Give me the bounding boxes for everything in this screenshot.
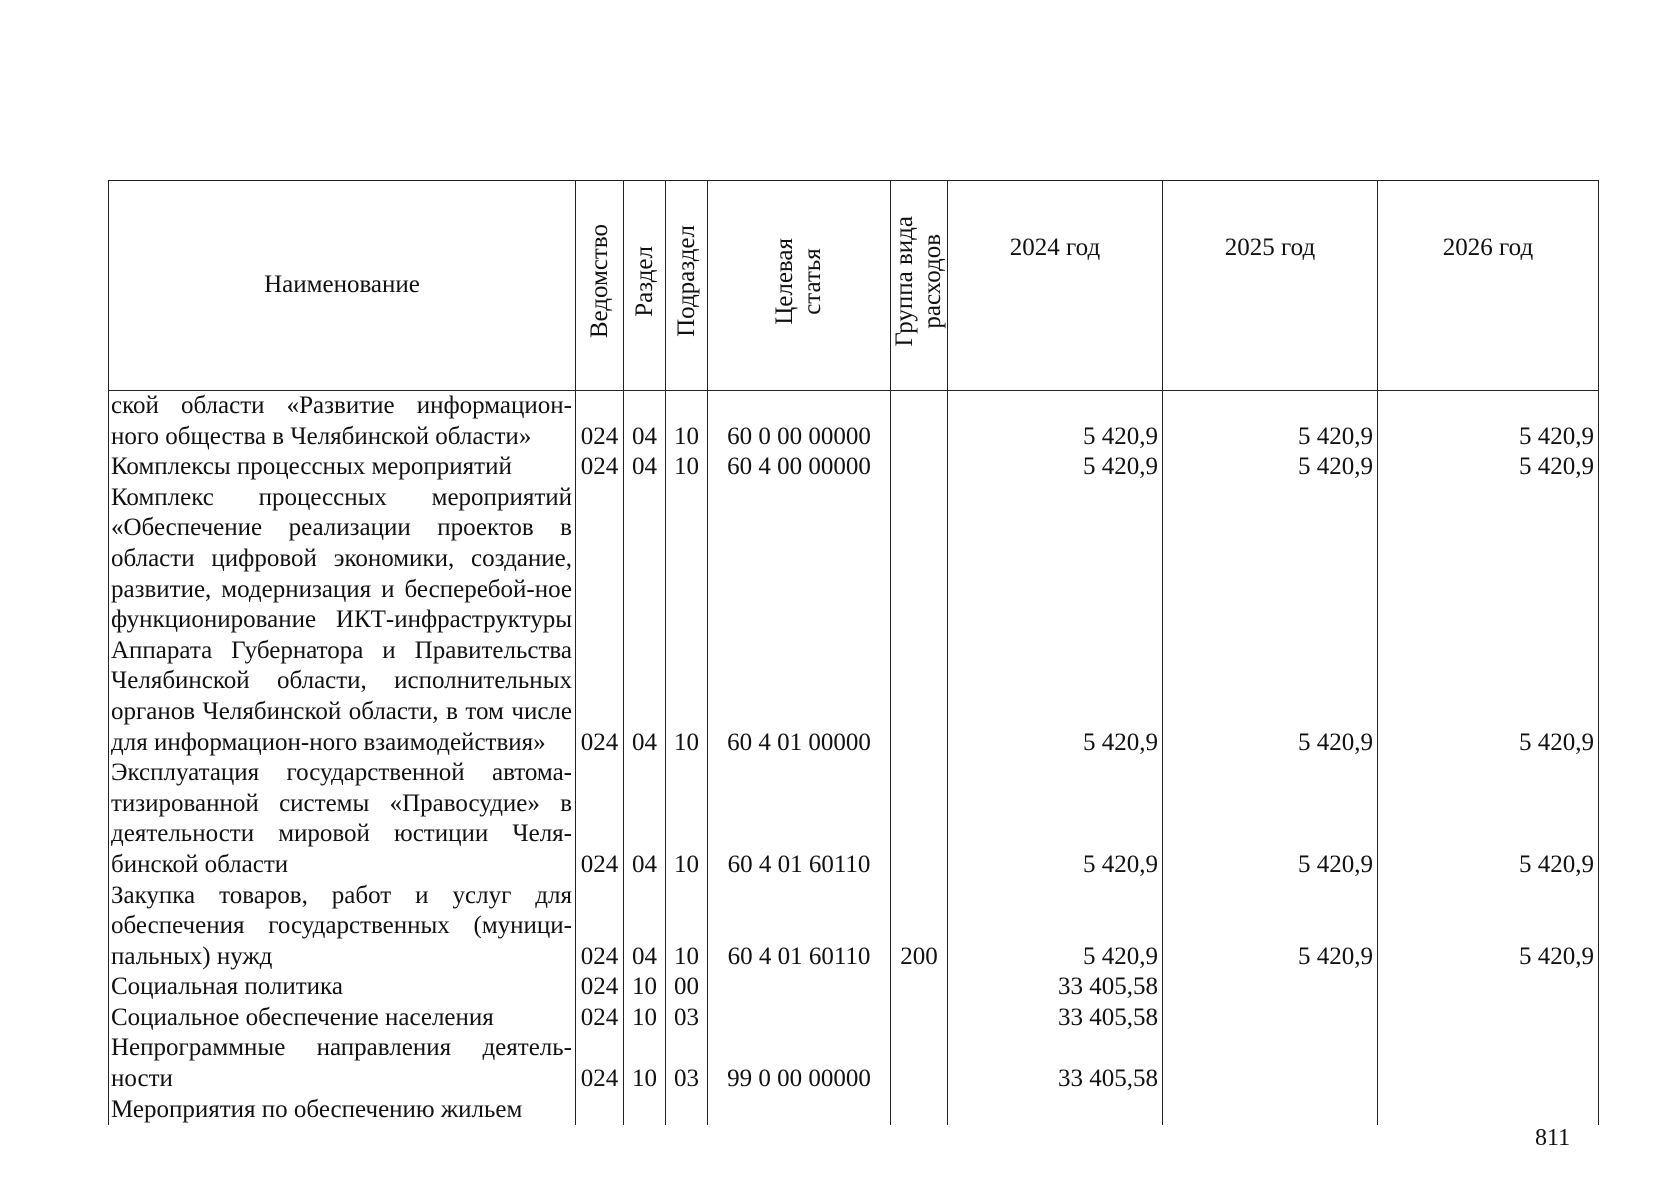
header-vedomstvo-label: Ведомство	[585, 224, 613, 339]
row-value-2026: 5 420,9	[1378, 881, 1599, 973]
row-vedomstvo: 024	[576, 452, 624, 483]
row-value-2026	[1378, 972, 1599, 1003]
header-celevaya-statya-label	[771, 238, 827, 325]
row-razdel: 04	[624, 758, 666, 880]
row-value-2026	[1378, 1003, 1599, 1034]
row-vedomstvo: 024	[576, 1003, 624, 1034]
header-razdel-label: Раздел	[630, 245, 658, 317]
row-value-2025	[1163, 1033, 1378, 1094]
header-celevaya-line2: статья	[799, 247, 826, 315]
table-row	[109, 391, 1599, 453]
table-row	[109, 881, 1599, 973]
header-razdel	[624, 181, 666, 391]
row-podrazdel: 10	[666, 483, 708, 758]
table-row	[109, 1003, 1599, 1034]
row-value-2026	[1378, 1095, 1599, 1126]
row-value-2026: 5 420,9	[1378, 483, 1599, 758]
row-value-2024: 5 420,9	[948, 391, 1163, 453]
row-gruppa-vida	[891, 1003, 948, 1034]
header-2025: 2025 год	[1163, 181, 1378, 391]
header-gruppa-line1: Группа вида	[891, 215, 918, 347]
row-razdel: 10	[624, 972, 666, 1003]
row-razdel: 10	[624, 1033, 666, 1094]
row-razdel: 10	[624, 1003, 666, 1034]
header-celevaya-line1: Целевая	[771, 237, 798, 325]
row-value-2026: 5 420,9	[1378, 391, 1599, 453]
row-value-2024: 5 420,9	[948, 758, 1163, 880]
header-podrazdel-label: Подраздел	[672, 225, 700, 338]
row-vedomstvo: 024	[576, 1033, 624, 1094]
row-podrazdel: 10	[666, 452, 708, 483]
row-value-2024	[948, 1095, 1163, 1126]
row-razdel: 04	[624, 881, 666, 973]
row-name: Социальное обеспечение населения	[109, 1003, 576, 1034]
row-podrazdel	[666, 1095, 708, 1126]
header-gruppa-vida-rashodov	[891, 181, 948, 391]
table-row	[109, 1033, 1599, 1094]
header-gruppa-line2: расходов	[919, 233, 946, 329]
row-celevaya-statya: 60 4 01 00000	[708, 483, 891, 758]
row-celevaya-statya: 60 4 01 60110	[708, 758, 891, 880]
row-name: Эксплуатация государственной автома-тизированной системы «Правосудие» в деятельности мировой юстиции Челя-бинской области	[109, 758, 576, 880]
row-podrazdel: 10	[666, 391, 708, 453]
row-value-2025: 5 420,9	[1163, 391, 1378, 453]
row-podrazdel: 03	[666, 1003, 708, 1034]
row-value-2024: 33 405,58	[948, 972, 1163, 1003]
budget-table	[108, 180, 1599, 1125]
row-value-2025: 5 420,9	[1163, 758, 1378, 880]
row-value-2024: 33 405,58	[948, 1033, 1163, 1094]
row-razdel	[624, 1095, 666, 1126]
row-value-2024: 5 420,9	[948, 452, 1163, 483]
row-name: Комплекс процессных мероприятий «Обеспечение реализации проектов в области цифровой экономики, создание, развитие, модернизация и бесперебой-ное функционирование ИКТ-инфраструктуры Аппарата Губернатора и Правительства Челябинской области, исполнительных органов Челябинской области, в том числе для информацион-ного взаимодействия»	[109, 483, 576, 758]
row-podrazdel: 10	[666, 758, 708, 880]
header-podrazdel	[666, 181, 708, 391]
row-name: Закупка товаров, работ и услуг для обеспечения государственных (муници-пальных) нужд	[109, 881, 576, 973]
row-gruppa-vida	[891, 972, 948, 1003]
row-value-2025: 5 420,9	[1163, 452, 1378, 483]
row-celevaya-statya: 60 4 00 00000	[708, 452, 891, 483]
row-name: Непрограммные направления деятель-ности	[109, 1033, 576, 1094]
table-row	[109, 1095, 1599, 1126]
row-celevaya-statya: 60 4 01 60110	[708, 881, 891, 973]
row-value-2025: 5 420,9	[1163, 483, 1378, 758]
row-podrazdel: 03	[666, 1033, 708, 1094]
row-gruppa-vida	[891, 1095, 948, 1126]
header-celevaya-statya	[708, 181, 891, 391]
row-podrazdel: 00	[666, 972, 708, 1003]
header-gruppa-label	[891, 216, 947, 347]
row-vedomstvo: 024	[576, 972, 624, 1003]
row-value-2024: 5 420,9	[948, 881, 1163, 973]
table-body	[109, 391, 1599, 1126]
header-2026: 2026 год	[1378, 181, 1599, 391]
row-gruppa-vida	[891, 758, 948, 880]
header-name: Наименование	[109, 181, 576, 391]
row-celevaya-statya: 99 0 00 00000	[708, 1033, 891, 1094]
row-value-2026: 5 420,9	[1378, 452, 1599, 483]
row-celevaya-statya	[708, 972, 891, 1003]
row-value-2026: 5 420,9	[1378, 758, 1599, 880]
row-gruppa-vida: 200	[891, 881, 948, 973]
row-vedomstvo: 024	[576, 483, 624, 758]
row-name: ской области «Развитие информацион-ного общества в Челябинской области»	[109, 391, 576, 453]
table-row	[109, 452, 1599, 483]
page-number: 811	[1535, 1125, 1571, 1151]
row-value-2024: 33 405,58	[948, 1003, 1163, 1034]
header-vedomstvo	[576, 181, 624, 391]
row-razdel: 04	[624, 391, 666, 453]
table-header-row	[109, 181, 1599, 391]
row-gruppa-vida	[891, 391, 948, 453]
row-value-2025	[1163, 1095, 1378, 1126]
row-value-2025	[1163, 972, 1378, 1003]
row-vedomstvo: 024	[576, 758, 624, 880]
row-name: Социальная политика	[109, 972, 576, 1003]
row-vedomstvo	[576, 1095, 624, 1126]
header-2024: 2024 год	[948, 181, 1163, 391]
row-name: Мероприятия по обеспечению жильем	[109, 1095, 576, 1126]
table-row	[109, 972, 1599, 1003]
row-celevaya-statya	[708, 1095, 891, 1126]
row-vedomstvo: 024	[576, 881, 624, 973]
row-vedomstvo: 024	[576, 391, 624, 453]
row-value-2025	[1163, 1003, 1378, 1034]
row-celevaya-statya: 60 0 00 00000	[708, 391, 891, 453]
table-row	[109, 483, 1599, 758]
row-podrazdel: 10	[666, 881, 708, 973]
row-value-2025: 5 420,9	[1163, 881, 1378, 973]
row-gruppa-vida	[891, 483, 948, 758]
table-row	[109, 758, 1599, 880]
row-razdel: 04	[624, 452, 666, 483]
row-gruppa-vida	[891, 452, 948, 483]
row-value-2026	[1378, 1033, 1599, 1094]
row-celevaya-statya	[708, 1003, 891, 1034]
row-gruppa-vida	[891, 1033, 948, 1094]
row-razdel: 04	[624, 483, 666, 758]
row-value-2024: 5 420,9	[948, 483, 1163, 758]
row-name: Комплексы процессных мероприятий	[109, 452, 576, 483]
